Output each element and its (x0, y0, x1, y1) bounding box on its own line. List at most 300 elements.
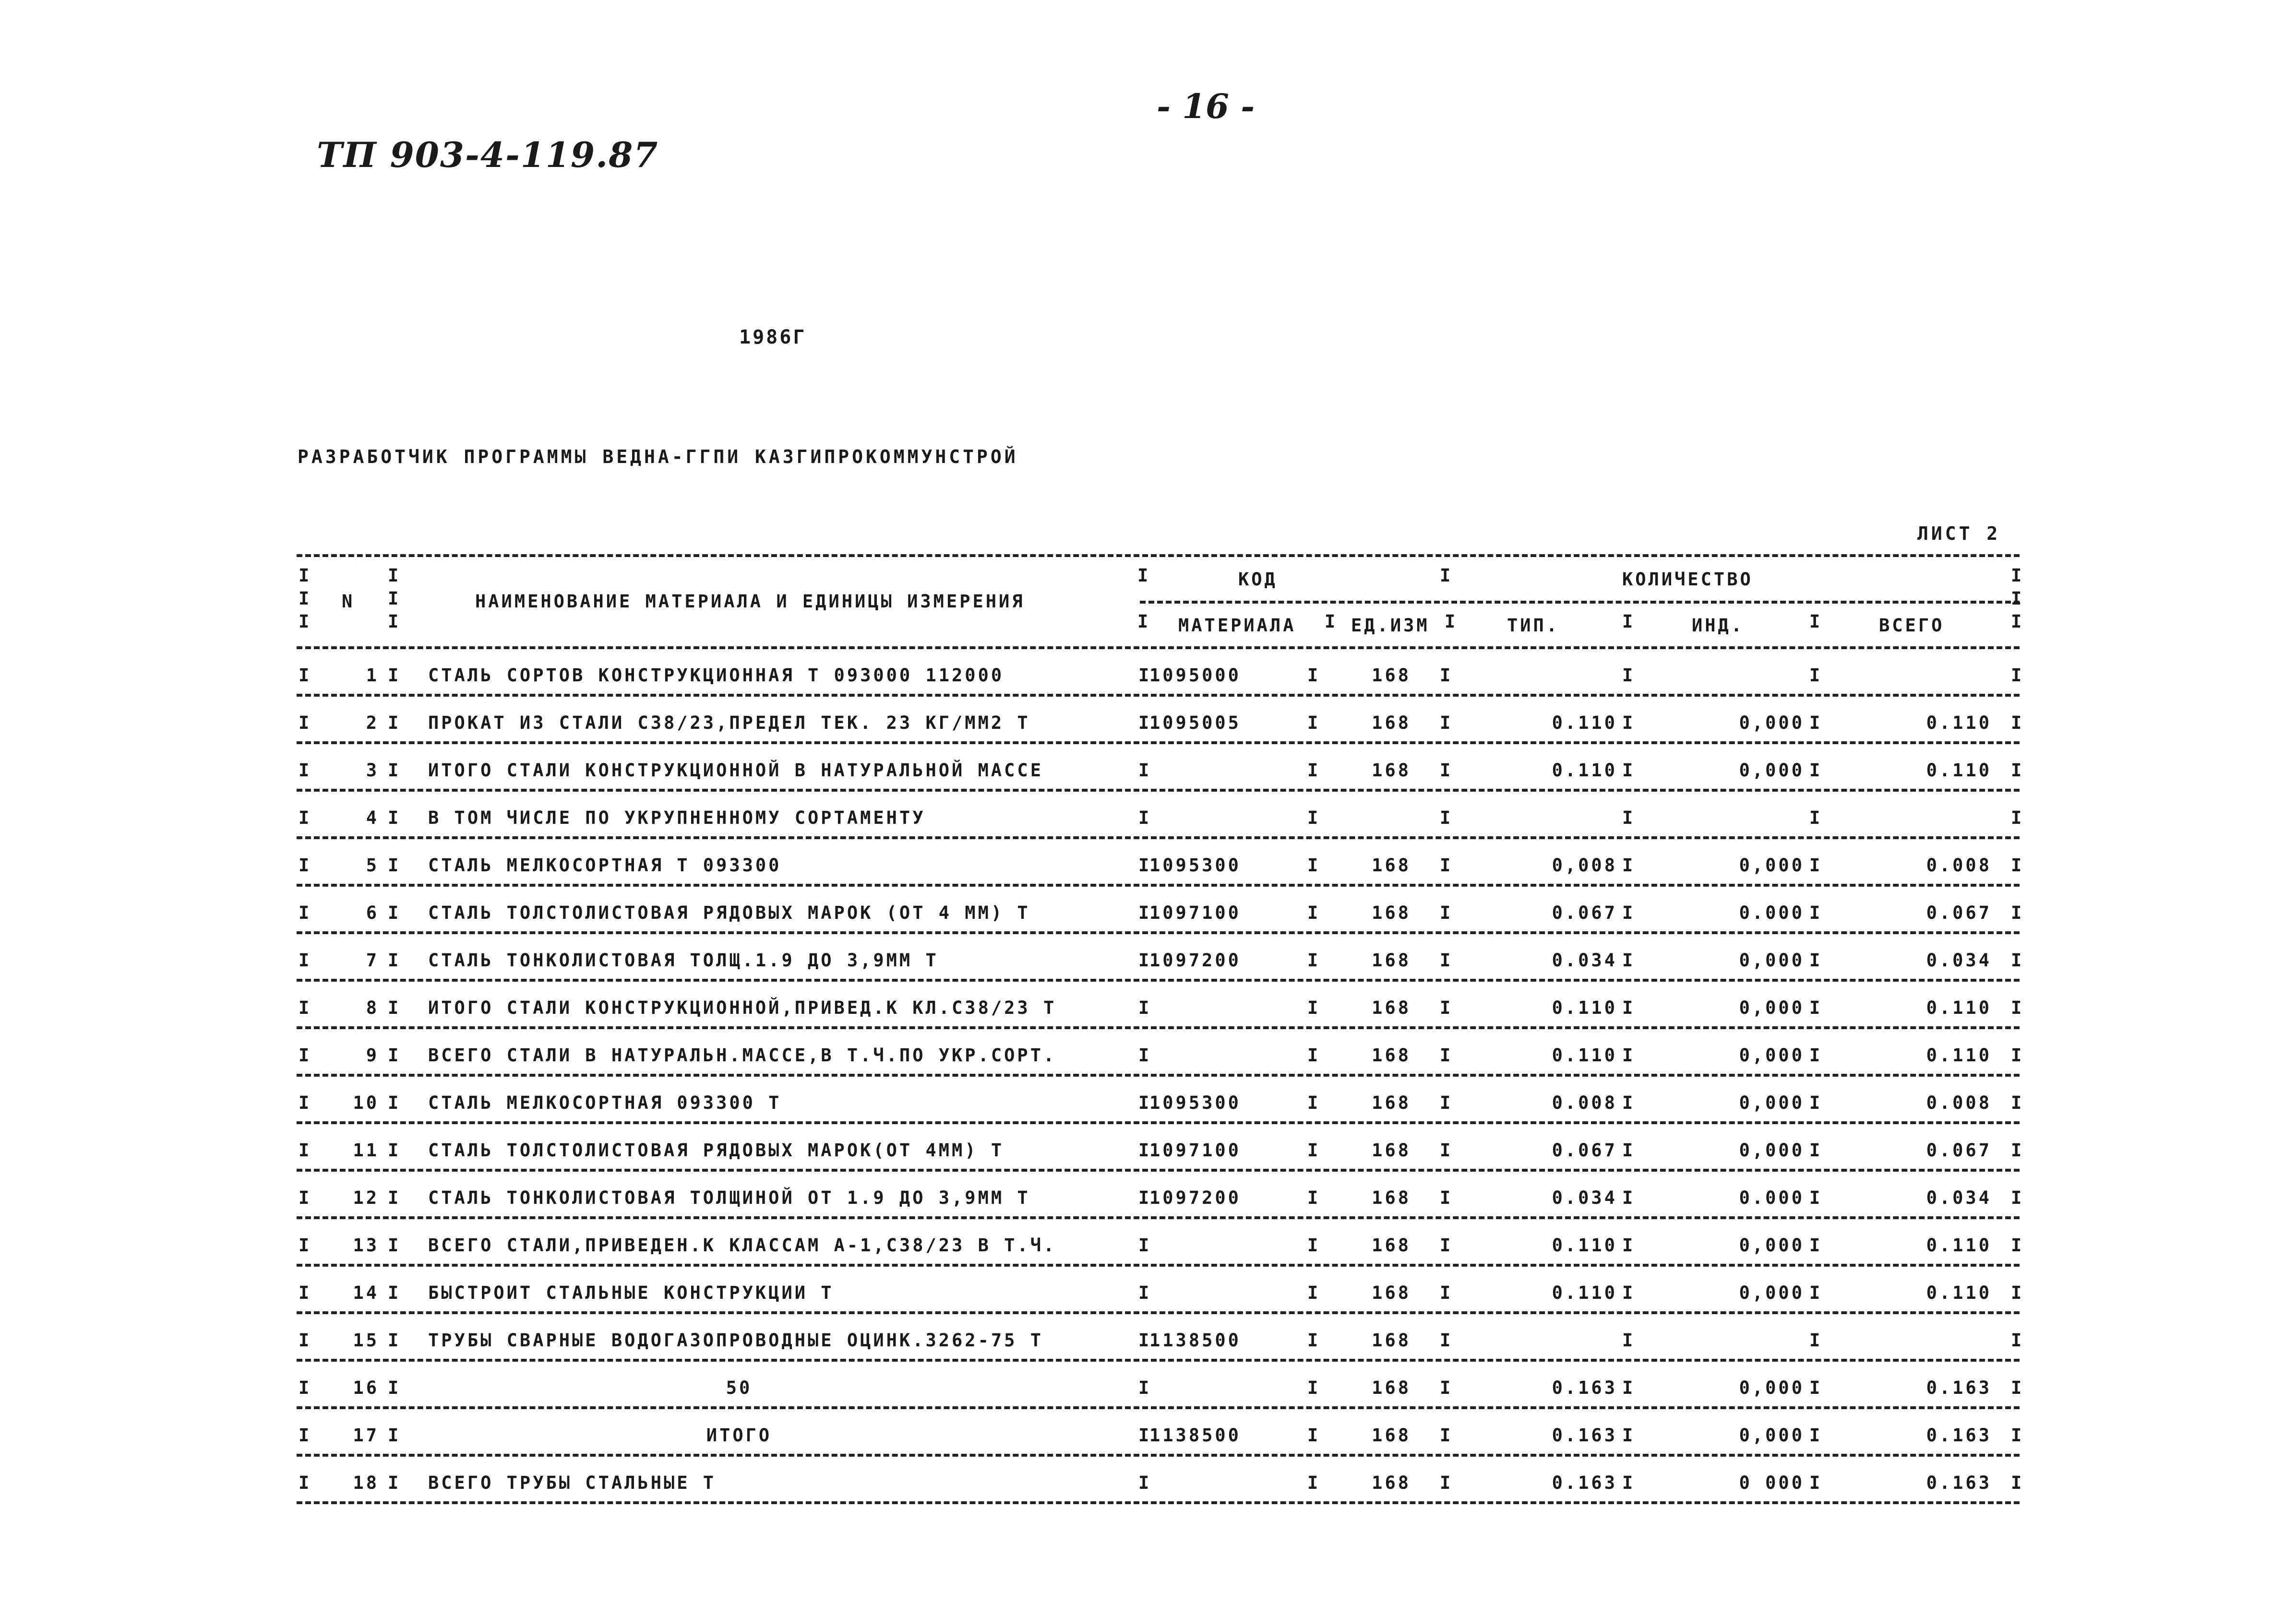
border-glyph: I (1440, 1188, 1451, 1208)
row-rule (297, 1216, 2020, 1219)
border-glyph: I (1622, 1045, 1633, 1066)
border-glyph: I (1138, 808, 1149, 828)
row-unit: 168 (1372, 1235, 1411, 1256)
border-glyph: I (299, 1330, 310, 1351)
border-glyph: I (1622, 1282, 1633, 1303)
row-total: 0.163 (1926, 1425, 1992, 1446)
row-number: 11 (353, 1140, 379, 1161)
row-name: 50 (726, 1378, 753, 1398)
row-total: 0.110 (1926, 1045, 1992, 1066)
border-glyph: I (1138, 712, 1149, 733)
header-bottom-rule (297, 646, 2020, 649)
border-glyph: I (2011, 665, 2022, 686)
border-glyph: I (1138, 950, 1149, 971)
border-glyph: I (1138, 1092, 1149, 1113)
row-rule (297, 694, 2020, 697)
border-glyph: I (299, 808, 310, 828)
row-rule (297, 789, 2020, 792)
row-rule (297, 1026, 2020, 1029)
border-glyph: I (1440, 808, 1451, 828)
border-glyph: I (1307, 808, 1318, 828)
border-glyph: I (1307, 1045, 1318, 1066)
border-glyph: I (2011, 760, 2022, 781)
border-glyph: I (2011, 1282, 2022, 1303)
border-glyph: I (1622, 611, 1633, 632)
border-glyph: I (1809, 611, 1820, 632)
row-typ: 0.110 (1552, 1282, 1617, 1303)
border-glyph: I (1440, 1045, 1451, 1066)
row-ind: 0,000 (1739, 1282, 1805, 1303)
row-rule (297, 836, 2020, 839)
row-typ: 0.067 (1552, 902, 1617, 923)
row-number: 1 (366, 665, 379, 686)
border-glyph: I (1622, 1188, 1633, 1208)
row-number: 7 (366, 950, 379, 971)
border-glyph: I (2011, 1472, 2022, 1493)
border-glyph: I (1440, 760, 1451, 781)
row-typ: 0.110 (1552, 1235, 1617, 1256)
row-name: ИТОГО СТАЛИ КОНСТРУКЦИОННОЙ В НАТУРАЛЬНОЙ МАССЕ (428, 760, 1043, 781)
border-glyph: I (1622, 902, 1633, 923)
border-glyph: I (1809, 712, 1820, 733)
row-rule (297, 1121, 2020, 1124)
row-typ: 0.163 (1552, 1378, 1617, 1398)
row-name: СТАЛЬ ТОЛСТОЛИСТОВАЯ РЯДОВЫХ МАРОК(ОТ 4ММ) Т (428, 1140, 1004, 1161)
border-glyph: I (1138, 1472, 1149, 1493)
border-glyph: I (388, 1188, 399, 1208)
row-number: 14 (353, 1282, 379, 1303)
row-unit: 168 (1372, 760, 1411, 781)
row-ind: 0,000 (1739, 1378, 1805, 1398)
border-glyph: I (388, 1330, 399, 1351)
header-number: N (342, 591, 355, 612)
row-unit: 168 (1372, 1188, 1411, 1208)
border-glyph: I (299, 1378, 310, 1398)
row-number: 17 (353, 1425, 379, 1446)
border-glyph: I (388, 1282, 399, 1303)
document-year: 1986Г (739, 326, 807, 348)
border-glyph: I (1307, 1188, 1318, 1208)
border-glyph: I (388, 1472, 399, 1493)
border-glyph: I (299, 1188, 310, 1208)
row-name: ВСЕГО ТРУБЫ СТАЛЬНЫЕ Т (428, 1472, 717, 1493)
border-glyph: I (1307, 665, 1318, 686)
border-glyph: I (1440, 665, 1451, 686)
border-glyph: I (388, 1425, 399, 1446)
border-glyph: I (1622, 1330, 1633, 1351)
row-name: ИТОГО (706, 1425, 772, 1446)
border-glyph: I (299, 611, 310, 632)
row-unit: 168 (1372, 665, 1411, 686)
row-rule (297, 1074, 2020, 1077)
border-glyph: I (1138, 998, 1149, 1018)
row-number: 18 (353, 1472, 379, 1493)
row-name: СТАЛЬ СОРТОВ КОНСТРУКЦИОННАЯ Т 093000 112000 (428, 665, 1004, 686)
row-total: 0.034 (1926, 950, 1992, 971)
row-number: 15 (353, 1330, 379, 1351)
border-glyph: I (299, 1425, 310, 1446)
border-glyph: I (299, 760, 310, 781)
border-glyph: I (388, 565, 399, 586)
border-glyph: I (2011, 1425, 2022, 1446)
row-total: 0.110 (1926, 998, 1992, 1018)
row-ind: 0.000 (1739, 902, 1805, 923)
border-glyph: I (1138, 760, 1149, 781)
border-glyph: I (1440, 855, 1451, 876)
border-glyph: I (2011, 611, 2022, 632)
border-glyph: I (1307, 1140, 1318, 1161)
header-code: КОД (1238, 569, 1278, 590)
border-glyph: I (388, 1092, 399, 1113)
border-glyph: I (1138, 1188, 1149, 1208)
row-total: 0.110 (1926, 712, 1992, 733)
border-glyph: I (1307, 1330, 1318, 1351)
row-number: 13 (353, 1235, 379, 1256)
border-glyph: I (1809, 760, 1820, 781)
border-glyph: I (388, 611, 399, 632)
border-glyph: I (1138, 1378, 1149, 1398)
row-name: СТАЛЬ МЕЛКОСОРТНАЯ 093300 Т (428, 1092, 782, 1113)
border-glyph: I (1622, 712, 1633, 733)
row-rule (297, 1454, 2020, 1457)
border-glyph: I (2011, 565, 2022, 586)
border-glyph: I (1622, 1425, 1633, 1446)
row-name: ВСЕГО СТАЛИ,ПРИВЕДЕН.К КЛАССАМ А-1,С38/23 В Т.Ч. (428, 1235, 1057, 1256)
header-split-rule (1140, 601, 2020, 604)
border-glyph: I (1440, 1378, 1451, 1398)
row-code: 1095300 (1149, 1092, 1241, 1113)
border-glyph: I (1809, 1378, 1820, 1398)
header-quantity: КОЛИЧЕСТВО (1622, 569, 1753, 590)
row-number: 9 (366, 1045, 379, 1066)
border-glyph: I (299, 1092, 310, 1113)
row-total: 0.067 (1926, 902, 1992, 923)
border-glyph: I (1325, 611, 1336, 632)
border-glyph: I (299, 998, 310, 1018)
row-unit: 168 (1372, 902, 1411, 923)
border-glyph: I (1138, 1282, 1149, 1303)
border-glyph: I (1307, 1092, 1318, 1113)
border-glyph: I (299, 902, 310, 923)
border-glyph: I (1440, 1235, 1451, 1256)
border-glyph: I (1138, 902, 1149, 923)
row-total: 0.008 (1926, 1092, 1992, 1113)
border-glyph: I (1622, 855, 1633, 876)
row-name: СТАЛЬ ТОНКОЛИСТОВАЯ ТОЛЩ.1.9 ДО 3,9ММ Т (428, 950, 939, 971)
border-glyph: I (388, 855, 399, 876)
border-glyph: I (1809, 665, 1820, 686)
row-name: СТАЛЬ ТОНКОЛИСТОВАЯ ТОЛЩИНОЙ ОТ 1.9 ДО 3,9ММ Т (428, 1188, 1030, 1208)
row-ind: 0,000 (1739, 1092, 1805, 1113)
row-rule (297, 741, 2020, 744)
row-total: 0.008 (1926, 855, 1992, 876)
border-glyph: I (1138, 1425, 1149, 1446)
row-typ: 0.110 (1552, 712, 1617, 733)
border-glyph: I (388, 588, 399, 609)
row-total: 0.110 (1926, 760, 1992, 781)
row-rule (297, 979, 2020, 982)
border-glyph: I (1440, 1425, 1451, 1446)
row-ind: 0,000 (1739, 1140, 1805, 1161)
border-glyph: I (388, 1045, 399, 1066)
row-typ: 0,008 (1552, 855, 1617, 876)
border-glyph: I (1809, 1472, 1820, 1493)
row-rule (297, 1169, 2020, 1172)
row-total: 0.163 (1926, 1472, 1992, 1493)
border-glyph: I (1622, 665, 1633, 686)
header-name: НАИМЕНОВАНИЕ МАТЕРИАЛА И ЕДИНИЦЫ ИЗМЕРЕНИЯ (475, 591, 1025, 612)
border-glyph: I (2011, 855, 2022, 876)
row-rule (297, 1501, 2020, 1504)
row-rule (297, 1311, 2020, 1314)
border-glyph: I (388, 665, 399, 686)
row-rule (297, 1406, 2020, 1409)
border-glyph: I (299, 565, 310, 586)
border-glyph: I (388, 760, 399, 781)
row-rule (297, 884, 2020, 887)
row-total: 0.067 (1926, 1140, 1992, 1161)
header-total: ВСЕГО (1879, 615, 1945, 636)
row-name: ПРОКАТ ИЗ СТАЛИ С38/23,ПРЕДЕЛ ТЕК. 23 КГ/ММ2 Т (428, 712, 1030, 733)
row-unit: 168 (1372, 1140, 1411, 1161)
border-glyph: I (2011, 902, 2022, 923)
row-code: 1097100 (1149, 1140, 1241, 1161)
border-glyph: I (299, 1045, 310, 1066)
border-glyph: I (1809, 1092, 1820, 1113)
border-glyph: I (1138, 1140, 1149, 1161)
border-glyph: I (2011, 1045, 2022, 1066)
row-ind: 0,000 (1739, 855, 1805, 876)
border-glyph: I (388, 1235, 399, 1256)
border-glyph: I (1622, 760, 1633, 781)
row-number: 4 (366, 808, 379, 828)
border-glyph: I (1622, 1092, 1633, 1113)
border-glyph: I (1137, 565, 1148, 586)
row-code: 1095000 (1149, 665, 1241, 686)
row-typ: 0.110 (1552, 760, 1617, 781)
border-glyph: I (1809, 855, 1820, 876)
row-rule (297, 931, 2020, 934)
border-glyph: I (388, 998, 399, 1018)
border-glyph: I (1809, 1188, 1820, 1208)
row-rule (297, 1359, 2020, 1362)
border-glyph: I (1809, 1235, 1820, 1256)
border-glyph: I (1307, 1282, 1318, 1303)
border-glyph: I (2011, 808, 2022, 828)
row-name: ТРУБЫ СВАРНЫЕ ВОДОГАЗОПРОВОДНЫЕ ОЦИНК.3262-75 Т (428, 1330, 1043, 1351)
row-name: В ТОМ ЧИСЛЕ ПО УКРУПНЕННОМУ СОРТАМЕНТУ (428, 808, 926, 828)
border-glyph: I (299, 665, 310, 686)
row-unit: 168 (1372, 998, 1411, 1018)
row-code: 1095300 (1149, 855, 1241, 876)
border-glyph: I (1809, 1140, 1820, 1161)
border-glyph: I (1440, 902, 1451, 923)
border-glyph: I (299, 855, 310, 876)
row-number: 2 (366, 712, 379, 733)
border-glyph: I (1445, 611, 1456, 632)
row-ind: 0,000 (1739, 998, 1805, 1018)
border-glyph: I (1440, 565, 1451, 586)
border-glyph: I (1809, 1330, 1820, 1351)
border-glyph: I (1440, 1282, 1451, 1303)
border-glyph: I (1307, 1425, 1318, 1446)
border-glyph: I (1622, 1235, 1633, 1256)
border-glyph: I (299, 1282, 310, 1303)
border-glyph: I (1622, 1472, 1633, 1493)
row-unit: 168 (1372, 1472, 1411, 1493)
border-glyph: I (299, 1235, 310, 1256)
border-glyph: I (1809, 950, 1820, 971)
row-unit: 168 (1372, 1425, 1411, 1446)
border-glyph: I (1809, 1045, 1820, 1066)
header-typ: ТИП. (1507, 615, 1560, 636)
header-material: МАТЕРИАЛА (1178, 615, 1296, 636)
row-typ: 0.163 (1552, 1425, 1617, 1446)
border-glyph: I (299, 950, 310, 971)
row-typ: 0.067 (1552, 1140, 1617, 1161)
row-total: 0.034 (1926, 1188, 1992, 1208)
border-glyph: I (1307, 1378, 1318, 1398)
border-glyph: I (1622, 808, 1633, 828)
row-ind: 0,000 (1739, 712, 1805, 733)
border-glyph: I (2011, 950, 2022, 971)
row-typ: 0.110 (1552, 998, 1617, 1018)
border-glyph: I (1440, 1092, 1451, 1113)
border-glyph: I (1809, 902, 1820, 923)
row-number: 10 (353, 1092, 379, 1113)
row-rule (297, 1264, 2020, 1267)
border-glyph: I (1440, 712, 1451, 733)
border-glyph: I (1138, 1045, 1149, 1066)
row-typ: 0.034 (1552, 950, 1617, 971)
border-glyph: I (1440, 950, 1451, 971)
border-glyph: I (2011, 1092, 2022, 1113)
border-glyph: I (2011, 998, 2022, 1018)
border-glyph: I (2011, 1140, 2022, 1161)
border-glyph: I (299, 1140, 310, 1161)
row-name: ВСЕГО СТАЛИ В НАТУРАЛЬН.МАССЕ,В Т.Ч.ПО УКР.СОРТ. (428, 1045, 1057, 1066)
row-total: 0.163 (1926, 1378, 1992, 1398)
border-glyph: I (1440, 1472, 1451, 1493)
row-code: 1095005 (1149, 712, 1241, 733)
border-glyph: I (1809, 1282, 1820, 1303)
row-number: 3 (366, 760, 379, 781)
table-top-rule (297, 554, 2020, 557)
border-glyph: I (1138, 665, 1149, 686)
border-glyph: I (388, 712, 399, 733)
border-glyph: I (299, 712, 310, 733)
border-glyph: I (388, 1378, 399, 1398)
row-number: 8 (366, 998, 379, 1018)
row-number: 6 (366, 902, 379, 923)
row-total: 0.110 (1926, 1235, 1992, 1256)
row-unit: 168 (1372, 1092, 1411, 1113)
row-code: 1097100 (1149, 902, 1241, 923)
border-glyph: I (1138, 1330, 1149, 1351)
row-ind: 0.000 (1739, 1188, 1805, 1208)
row-name: СТАЛЬ МЕЛКОСОРТНАЯ Т 093300 (428, 855, 782, 876)
document-code: ТП 903-4-119.87 (317, 134, 659, 175)
border-glyph: I (1440, 1140, 1451, 1161)
border-glyph: I (1622, 998, 1633, 1018)
border-glyph: I (1307, 712, 1318, 733)
border-glyph: I (388, 950, 399, 971)
border-glyph: I (1307, 998, 1318, 1018)
border-glyph: I (1307, 760, 1318, 781)
border-glyph: I (1138, 1235, 1149, 1256)
header-unit: ЕД.ИЗМ (1351, 615, 1430, 636)
row-ind: 0,000 (1739, 950, 1805, 971)
border-glyph: I (1809, 1425, 1820, 1446)
row-number: 12 (353, 1188, 379, 1208)
border-glyph: I (388, 902, 399, 923)
border-glyph: I (1307, 950, 1318, 971)
row-typ: 0.163 (1552, 1472, 1617, 1493)
row-ind: 0 000 (1739, 1472, 1805, 1493)
border-glyph: I (1138, 855, 1149, 876)
row-code: 1138500 (1149, 1330, 1241, 1351)
row-unit: 168 (1372, 1378, 1411, 1398)
border-glyph: I (2011, 588, 2022, 609)
border-glyph: I (1622, 1140, 1633, 1161)
row-unit: 168 (1372, 1330, 1411, 1351)
developer-line: РАЗРАБОТЧИК ПРОГРАММЫ ВЕДНА-ГГПИ КАЗГИПРОКОММУНСТРОЙ (298, 446, 1018, 467)
row-code: 1138500 (1149, 1425, 1241, 1446)
border-glyph: I (299, 588, 310, 609)
row-name: БЫСТРОИТ СТАЛЬНЫЕ КОНСТРУКЦИИ Т (428, 1282, 834, 1303)
border-glyph: I (299, 1472, 310, 1493)
border-glyph: I (1307, 1235, 1318, 1256)
row-unit: 168 (1372, 950, 1411, 971)
border-glyph: I (1809, 998, 1820, 1018)
border-glyph: I (1622, 1378, 1633, 1398)
border-glyph: I (2011, 712, 2022, 733)
border-glyph: I (388, 1140, 399, 1161)
row-unit: 168 (1372, 1045, 1411, 1066)
border-glyph: I (1622, 950, 1633, 971)
border-glyph: I (2011, 1330, 2022, 1351)
border-glyph: I (2011, 1378, 2022, 1398)
border-glyph: I (1809, 808, 1820, 828)
row-unit: 168 (1372, 855, 1411, 876)
header-ind: ИНД. (1692, 615, 1745, 636)
border-glyph: I (388, 808, 399, 828)
border-glyph: I (1137, 611, 1148, 632)
row-number: 16 (353, 1378, 379, 1398)
row-unit: 168 (1372, 1282, 1411, 1303)
row-typ: 0.110 (1552, 1045, 1617, 1066)
row-name: СТАЛЬ ТОЛСТОЛИСТОВАЯ РЯДОВЫХ МАРОК (ОТ 4 ММ) Т (428, 902, 1030, 923)
border-glyph: I (1307, 902, 1318, 923)
border-glyph: I (2011, 1188, 2022, 1208)
border-glyph: I (2011, 1235, 2022, 1256)
row-code: 1097200 (1149, 950, 1241, 971)
row-unit: 168 (1372, 712, 1411, 733)
row-name: ИТОГО СТАЛИ КОНСТРУКЦИОННОЙ,ПРИВЕД.К КЛ.С38/23 Т (428, 998, 1057, 1018)
row-total: 0.110 (1926, 1282, 1992, 1303)
border-glyph: I (1307, 1472, 1318, 1493)
sheet-number: ЛИСТ 2 (1917, 523, 2001, 544)
row-number: 5 (366, 855, 379, 876)
row-ind: 0,000 (1739, 760, 1805, 781)
row-typ: 0.008 (1552, 1092, 1617, 1113)
border-glyph: I (1440, 1330, 1451, 1351)
row-ind: 0,000 (1739, 1235, 1805, 1256)
row-ind: 0,000 (1739, 1045, 1805, 1066)
row-typ: 0.034 (1552, 1188, 1617, 1208)
row-ind: 0,000 (1739, 1425, 1805, 1446)
border-glyph: I (1307, 855, 1318, 876)
